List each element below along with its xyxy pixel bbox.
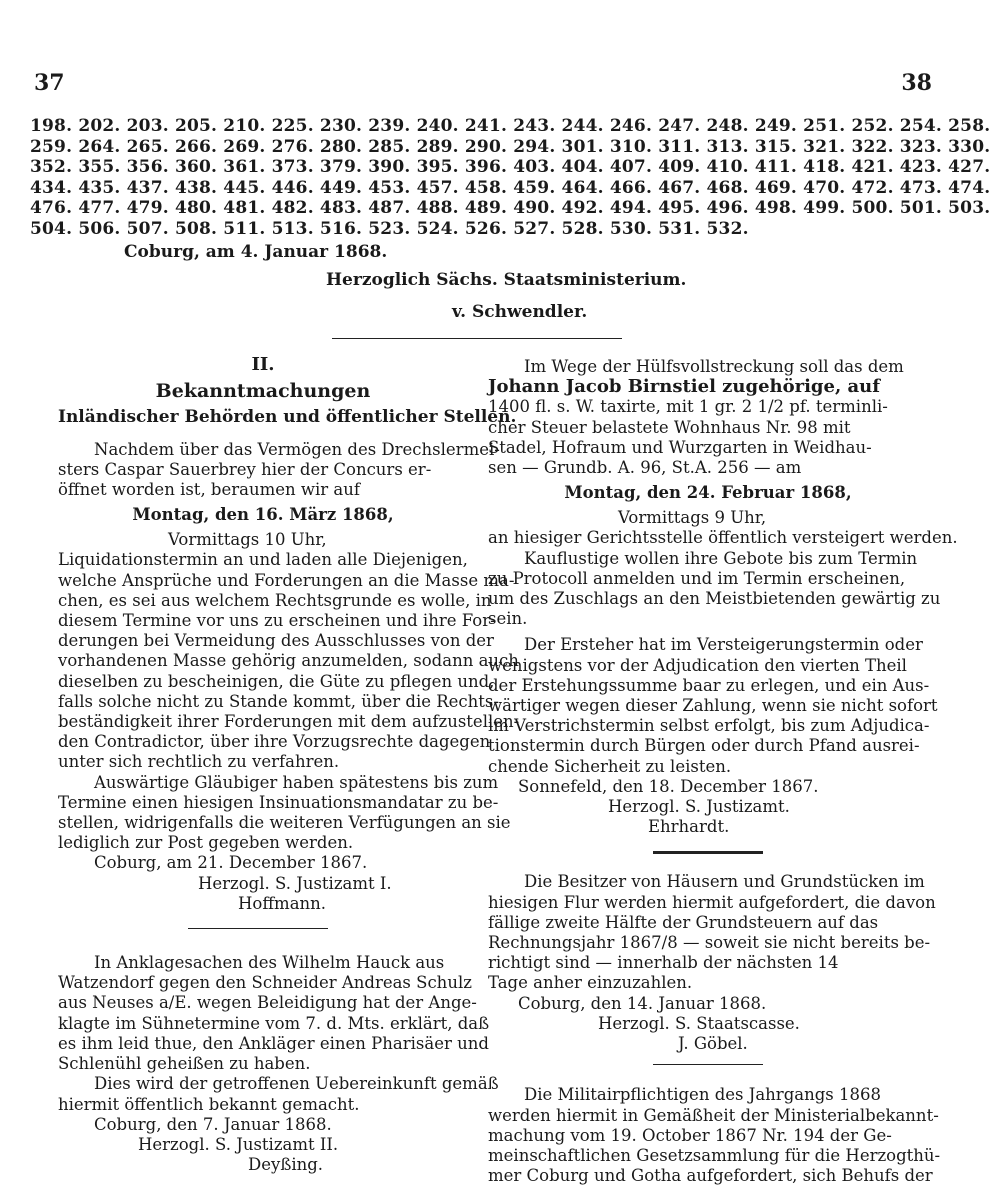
notice-text-line: im Verstrichstermin selbst erfolgt, bis zum Adjudica-: [488, 716, 930, 736]
notice-place-date: Sonnefeld, den 18. December 1867.: [518, 776, 819, 796]
page-number-left: 37: [34, 70, 65, 96]
notice-place-date: Coburg, den 7. Januar 1868.: [94, 1114, 332, 1134]
notice-text-line: chen, es sei aus welchem Rechtsgrunde es wolle, in: [58, 590, 492, 610]
notice-place-date: Coburg, am 21. December 1867.: [94, 853, 368, 873]
number-line: 198. 202. 203. 205. 210. 225. 230. 239. 240. 241. 243. 244. 246. 247. 248. 249. 251. 252. 254. 258.: [30, 116, 991, 136]
notice-time: Vormittags 10 Uhr,: [168, 530, 327, 550]
top-signature: v. Schwendler.: [452, 302, 588, 322]
notice-text-line: 1400 fl. s. W. taxirte, mit 1 gr. 2 1/2 pf. terminli-: [488, 397, 888, 417]
notice-text-line: an hiesiger Gerichtsstelle öffentlich versteigert werden.: [488, 528, 958, 548]
notice-signature: Ehrhardt.: [648, 817, 730, 837]
notice-text-line: mer Coburg und Gotha aufgefordert, sich Behufs der: [488, 1166, 933, 1186]
notice-text-line: der Erstehungssumme baar zu erlegen, und ein Aus-: [488, 675, 930, 695]
notice-text-line: chende Sicherheit zu leisten.: [488, 756, 732, 776]
notice-text-line: Johann Jacob Birnstiel zugehörige, auf: [488, 376, 881, 398]
page-number-right: 38: [901, 70, 932, 96]
section-subtitle: Inländischer Behörden und öffentlicher Stellen.: [58, 407, 517, 428]
notice-text-line: Auswärtige Gläubiger haben spätestens bis zum: [94, 772, 499, 792]
notice-text-line: öffnet worden ist, beraumen wir auf: [58, 480, 360, 500]
notice-text-line: es ihm leid thue, den Ankläger einen Pharisäer und: [58, 1033, 489, 1053]
top-authority: Herzoglich Sächs. Staatsministerium.: [326, 270, 687, 290]
notice-text-line: welche Ansprüche und Forderungen an die Masse ma-: [58, 570, 515, 590]
divider: [653, 851, 763, 854]
notice-text-line: richtigt sind — innerhalb der nächsten 14: [488, 953, 839, 973]
notice-signature: J. Göbel.: [678, 1034, 748, 1054]
notice-text-line: wärtiger wegen dieser Zahlung, wenn sie nicht sofort: [488, 696, 938, 716]
notice-text-line: falls solche nicht zu Stande kommt, über die Rechts-: [58, 691, 499, 711]
notice-text-line: lediglich zur Post gegeben werden.: [58, 833, 354, 853]
notice-text-line: unter sich rechtlich zu verfahren.: [58, 752, 340, 772]
notice-text-line: sen — Grundb. A. 96, St.A. 256 — am: [488, 458, 802, 478]
notice-text-line: hiermit öffentlich bekannt gemacht.: [58, 1094, 360, 1114]
top-place-date: Coburg, am 4. Januar 1868.: [124, 242, 388, 262]
notice-militair: [488, 1085, 941, 1186]
number-list: [30, 116, 991, 239]
notice-date: Montag, den 24. Februar 1868,: [564, 483, 852, 503]
notice-text-line: fällige zweite Hälfte der Grundsteuern auf das: [488, 912, 879, 932]
section-title: Bekanntmachungen: [155, 380, 371, 403]
notice-grundsteuer: [488, 872, 936, 1054]
notice-text-line: sters Caspar Sauerbrey hier der Concurs er-: [58, 459, 432, 479]
divider: [332, 338, 622, 339]
notice-text-line: In Anklagesachen des Wilhelm Hauck aus: [94, 953, 445, 973]
number-line: 504. 506. 507. 508. 511. 513. 516. 523. 524. 526. 527. 528. 530. 531. 532.: [30, 218, 749, 239]
notice-text-line: Tage anher einzuzahlen.: [488, 973, 693, 993]
notice-text-line: vorhandenen Masse gehörig anzumelden, sodann auch: [58, 651, 519, 671]
notice-text-line: Im Wege der Hülfsvollstreckung soll das dem: [524, 357, 904, 376]
notice-text-line: cher Steuer belastete Wohnhaus Nr. 98 mit: [488, 417, 851, 437]
notice-time: Vormittags 9 Uhr,: [618, 508, 767, 528]
notice-text-line: beständigkeit ihrer Forderungen mit dem aufzustellen-: [58, 712, 520, 732]
notice-text-line: tionstermin durch Bürgen oder durch Pfand ausrei-: [488, 736, 920, 756]
notice-anklage: [58, 953, 499, 1175]
notice-text-line: dieselben zu bescheinigen, die Güte zu pflegen und,: [58, 671, 495, 691]
notice-authority: Herzogl. S. Justizamt.: [608, 797, 790, 817]
notice-text-line: Termine einen hiesigen Insinuationsmandatar zu be-: [58, 792, 499, 812]
notice-text-line: machung vom 19. October 1867 Nr. 194 der Ge-: [488, 1125, 892, 1145]
number-line: 434. 435. 437. 438. 445. 446. 449. 453. 457. 458. 459. 464. 466. 467. 468. 469. 470. 472. 473. 474.: [30, 177, 991, 198]
notice-text-line: diesem Termine vor uns zu erscheinen und ihre For-: [58, 611, 496, 631]
notice-signature: Hoffmann.: [238, 893, 327, 913]
notice-text-line: Der Ersteher hat im Versteigerungstermin oder: [524, 635, 923, 655]
notice-text-line: Dies wird der getroffenen Uebereinkunft gemäß: [94, 1074, 499, 1094]
notice-text-line: Die Besitzer von Häusern und Grundstücken im: [524, 872, 925, 892]
divider: [653, 1064, 763, 1065]
notice-text-line: um des Zuschlags an den Meistbietenden gewärtig zu: [488, 589, 941, 609]
divider: [188, 928, 328, 929]
notice-authority: Herzogl. S. Staatscasse.: [598, 1013, 800, 1033]
notice-signature: Deyßing.: [248, 1155, 324, 1175]
notice-text-line: derungen bei Vermeidung des Ausschlusses von der: [58, 631, 494, 651]
notice-text-line: hiesigen Flur werden hiermit aufgefordert, die davon: [488, 892, 936, 912]
right-column: [488, 357, 958, 1186]
notice-text-line: Schlenühl geheißen zu haben.: [58, 1054, 311, 1074]
section-number: II.: [251, 354, 275, 375]
notice-text-line: Liquidationstermin an und laden alle Diejenigen,: [58, 550, 468, 570]
notice-text-line: den Contradictor, über ihre Vorzugsrechte dagegen: [58, 732, 491, 752]
number-line: 476. 477. 479. 480. 481. 482. 483. 487. 488. 489. 490. 492. 494. 495. 496. 498. 499. 500. 501. 503.: [30, 198, 991, 218]
notice-text-line: Stadel, Hofraum und Wurzgarten in Weidhau-: [488, 437, 872, 457]
notice-authority: Herzogl. S. Justizamt I.: [198, 873, 392, 893]
notice-versteigerung: [488, 357, 958, 837]
number-line: 259. 264. 265. 266. 269. 276. 280. 285. 289. 290. 294. 301. 310. 311. 313. 315. 321. 322. 323. 330.: [30, 136, 991, 157]
notice-date: Montag, den 16. März 1868,: [132, 505, 394, 525]
notice-text-line: sein.: [488, 609, 528, 629]
notice-text-line: stellen, widrigenfalls die weiteren Verfügungen an sie: [58, 813, 511, 833]
notice-text-line: wenigstens vor der Adjudication den vierten Theil: [488, 655, 907, 675]
notice-text-line: Nachdem über das Vermögen des Drechslermei-: [94, 439, 500, 459]
notice-text-line: klagte im Sühnetermine vom 7. d. Mts. erklärt, daß: [58, 1013, 490, 1033]
notice-place-date: Coburg, den 14. Januar 1868.: [518, 993, 767, 1013]
notice-text-line: Kauflustige wollen ihre Gebote bis zum Termin: [524, 548, 918, 568]
number-line: 352. 355. 356. 360. 361. 373. 379. 390. 395. 396. 403. 404. 407. 409. 410. 411. 418. 421. 423. 427.: [30, 157, 991, 177]
notice-text-line: Die Militairpflichtigen des Jahrgangs 1868: [524, 1085, 881, 1105]
notice-text-line: zu Protocoll anmelden und im Termin erscheinen,: [488, 568, 906, 588]
notice-authority: Herzogl. S. Justizamt II.: [138, 1134, 339, 1154]
notice-text-line: werden hiermit in Gemäßheit der Ministerialbekannt-: [488, 1105, 939, 1125]
notice-text-line: Rechnungsjahr 1867/8 — soweit sie nicht bereits be-: [488, 933, 931, 953]
notice-text-line: Watzendorf gegen den Schneider Andreas Schulz: [58, 973, 472, 993]
notice-text-line: aus Neuses a/E. wegen Beleidigung hat der Ange-: [58, 993, 477, 1013]
notice-text-line: meinschaftlichen Gesetzsammlung für die Herzogthü-: [488, 1145, 941, 1165]
